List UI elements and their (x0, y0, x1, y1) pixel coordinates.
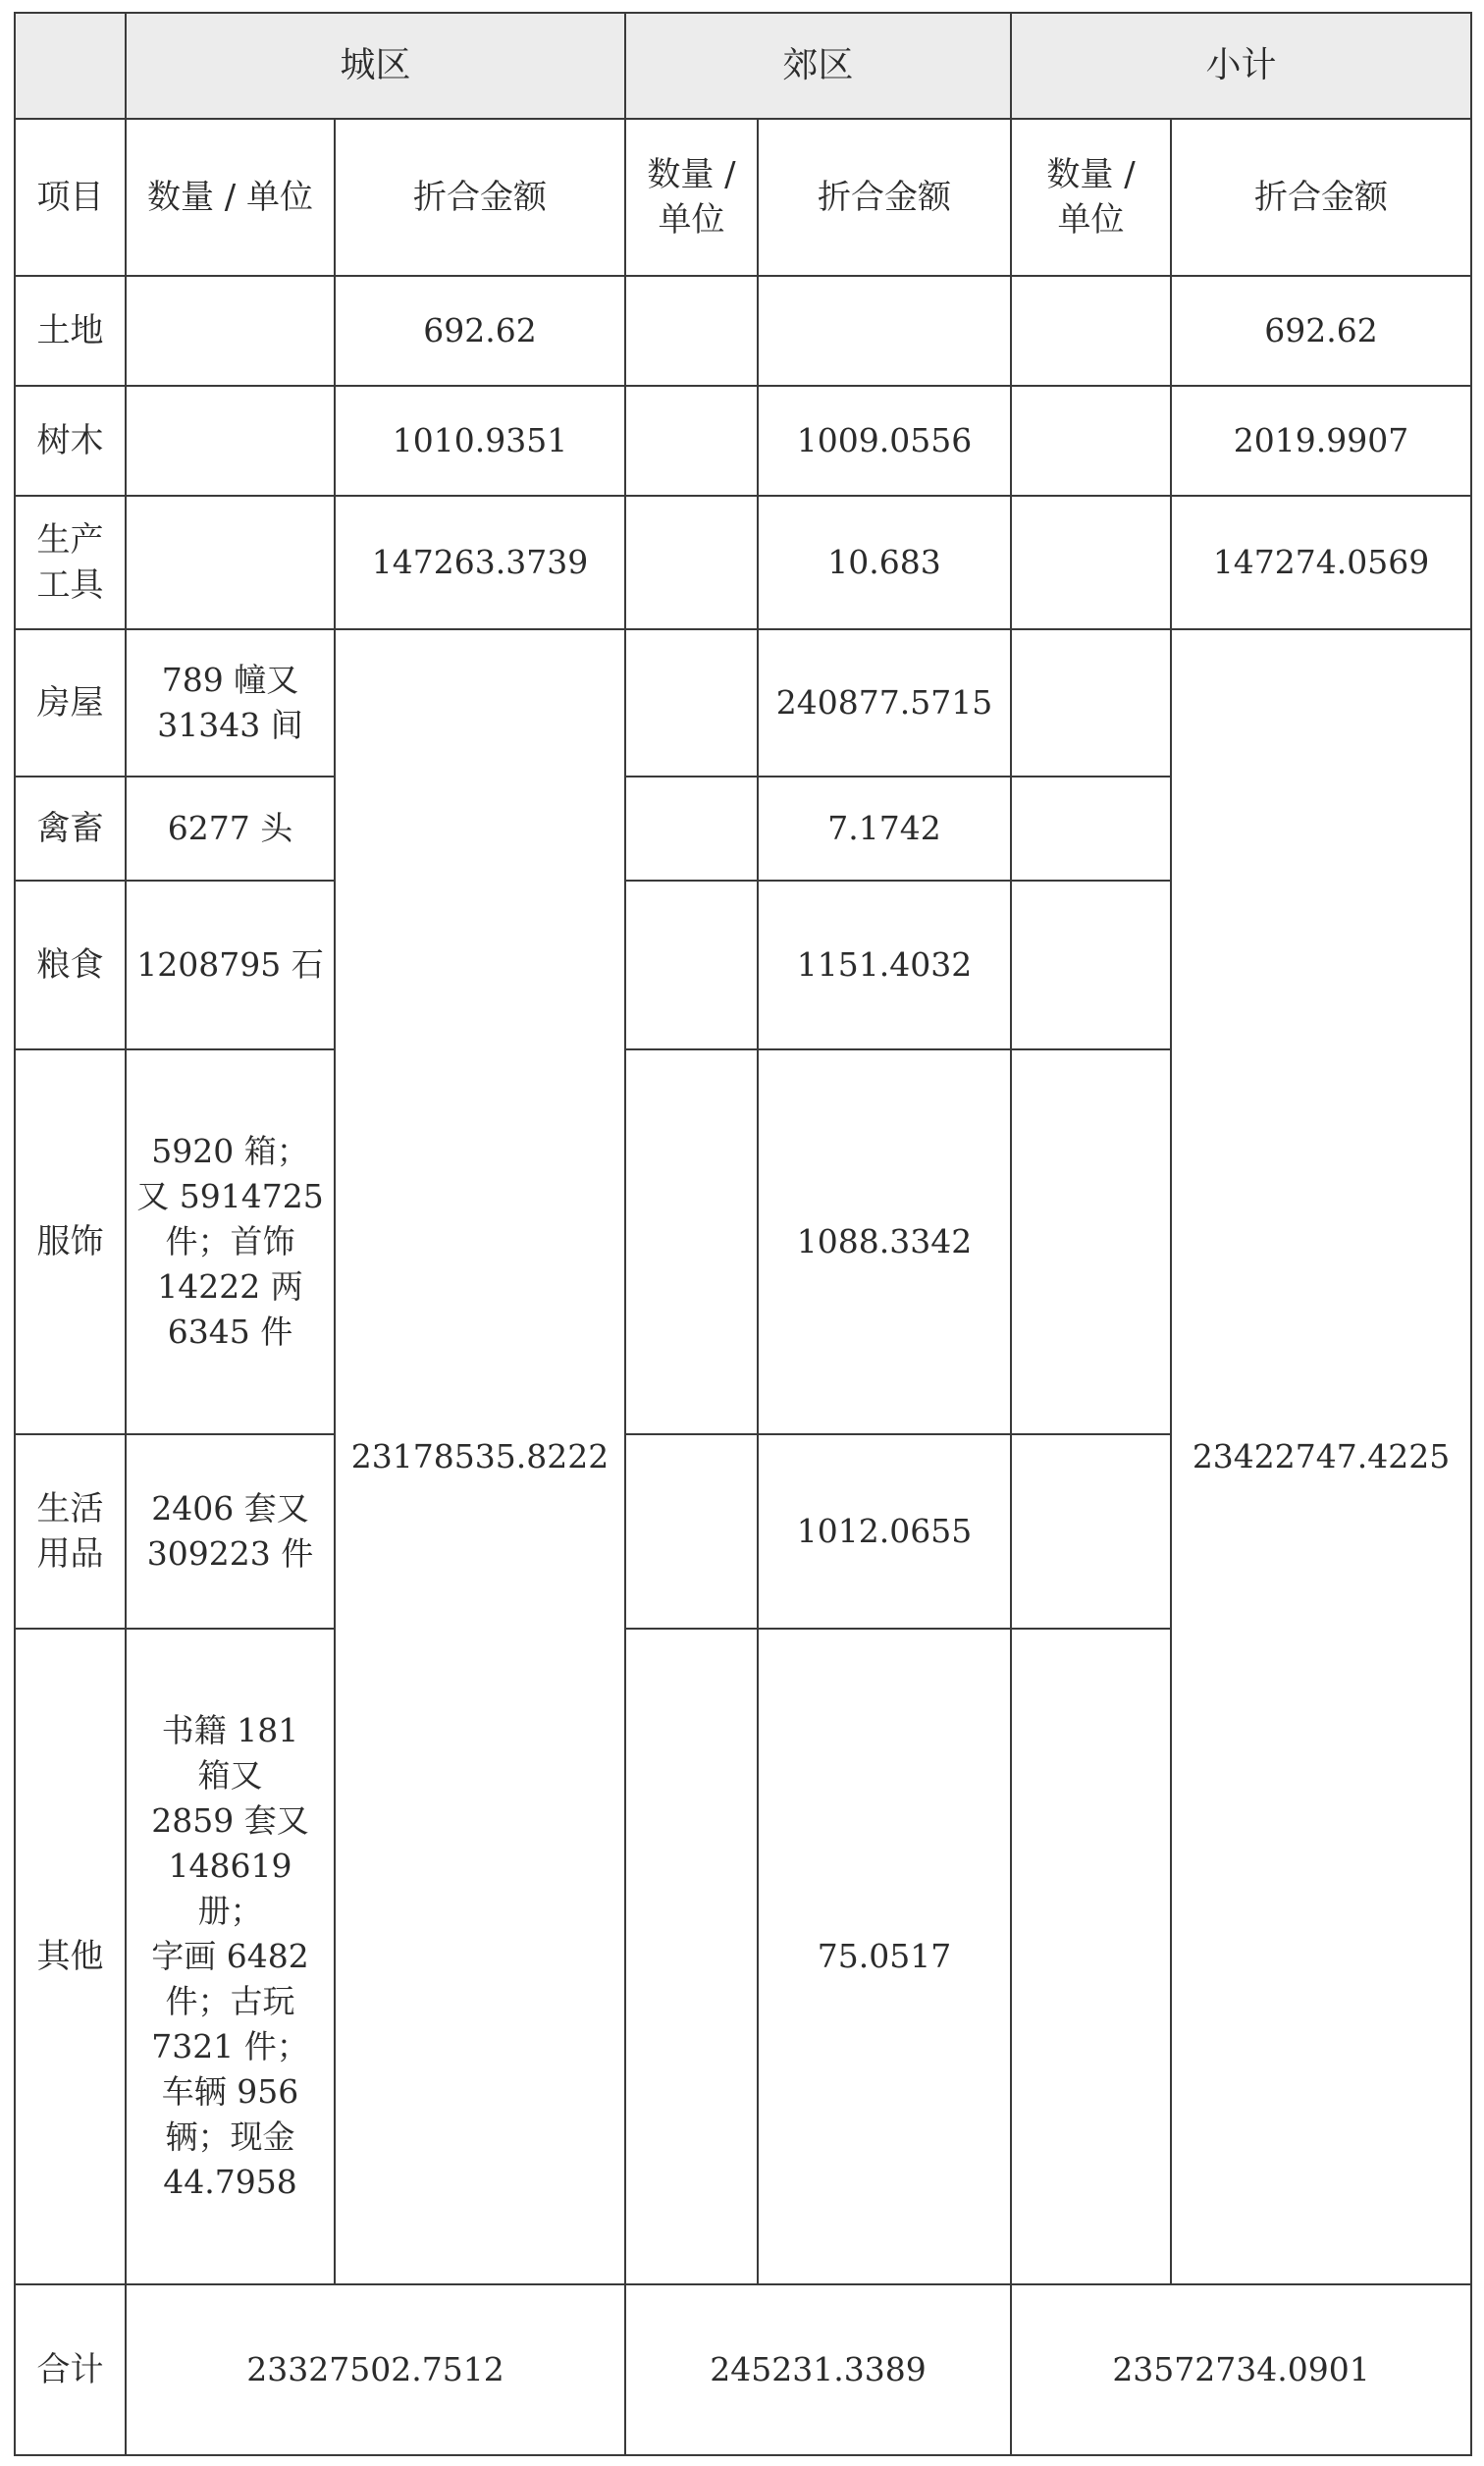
total-row (15, 2284, 1471, 2455)
city-qty-cell (126, 496, 335, 629)
suburb-qty-header (625, 119, 758, 276)
subtotal-merged-amount-cell: 23422747.4225 (1171, 629, 1471, 2284)
row-label-text: 禽畜 (36, 809, 104, 848)
city-qty-cell (126, 1629, 335, 2284)
suburb-qty-cell (625, 386, 758, 496)
suburb-amount-cell: 1012.0655 (758, 1434, 1011, 1629)
city-qty-cell (126, 881, 335, 1049)
city-amount-header: 折合金额 (335, 119, 625, 276)
row-label (15, 1629, 126, 2284)
suburb-amount-header: 折合金额 (758, 119, 1011, 276)
row-label-text: 生活 用品 (36, 1489, 104, 1574)
subtotal-qty-cell (1011, 881, 1171, 1049)
suburb-header: 郊区 (625, 13, 1011, 119)
row-label-text: 服饰 (36, 1222, 104, 1261)
city-qty-cell (126, 1049, 335, 1434)
suburb-amount-cell (758, 276, 1011, 386)
corner-cell (15, 13, 126, 119)
subtotal-qty-cell (1011, 1434, 1171, 1629)
header-row (15, 13, 1471, 119)
table-container (14, 12, 1470, 2454)
city-qty-text: 书籍 181 箱又 2859 套又 148619 册； 字画 6482 件；古玩 7321 件； 车辆 956 辆；现金 44.7958 (151, 1711, 309, 2201)
row-label-text: 房屋 (36, 683, 104, 723)
city-qty-header: 数量 / 单位 (126, 119, 335, 276)
subtotal-amount-header: 折合金额 (1171, 119, 1471, 276)
city-merged-amount-cell: 23178535.8222 (335, 629, 625, 2284)
suburb-amount-cell: 1009.0556 (758, 386, 1011, 496)
suburb-qty-cell (625, 1629, 758, 2284)
suburb-qty-cell (625, 1049, 758, 1434)
city-total: 23327502.7512 (126, 2284, 625, 2455)
city-qty-text: 6277 头 (167, 809, 293, 847)
subtotal-qty-header-text: 数量 / 单位 (1046, 155, 1136, 240)
suburb-qty-cell (625, 496, 758, 629)
city-qty-text: 5920 箱； 又 5914725 件；首饰 14222 两 6345 件 (136, 1132, 324, 1351)
table-row (15, 386, 1471, 496)
subtotal-qty-cell (1011, 1049, 1171, 1434)
table-row (15, 496, 1471, 629)
row-label-text: 树木 (36, 421, 104, 460)
suburb-amount-cell: 1151.4032 (758, 881, 1011, 1049)
suburb-qty-cell (625, 276, 758, 386)
row-label (15, 777, 126, 881)
row-label-text: 粮食 (36, 945, 104, 985)
row-label (15, 881, 126, 1049)
subtotal-amount-cell: 2019.9907 (1171, 386, 1471, 496)
city-qty-cell (126, 629, 335, 777)
city-amount-cell: 147263.3739 (335, 496, 625, 629)
subtotal-qty-cell (1011, 276, 1171, 386)
subtotal-qty-cell (1011, 1629, 1171, 2284)
total-label: 合计 (15, 2284, 126, 2455)
suburb-qty-cell (625, 777, 758, 881)
row-label (15, 629, 126, 777)
row-label (15, 276, 126, 386)
subtotal-qty-cell (1011, 386, 1171, 496)
suburb-qty-cell (625, 629, 758, 777)
table-row (15, 276, 1471, 386)
suburb-amount-cell: 10.683 (758, 496, 1011, 629)
city-qty-text: 789 幢又 31343 间 (157, 661, 303, 744)
suburb-qty-cell (625, 881, 758, 1049)
suburb-total: 245231.3389 (625, 2284, 1011, 2455)
row-label-text: 生产 工具 (36, 520, 104, 605)
row-label (15, 1434, 126, 1629)
subtotal-total: 23572734.0901 (1011, 2284, 1471, 2455)
subtotal-qty-cell (1011, 496, 1171, 629)
subtotal-amount-cell: 147274.0569 (1171, 496, 1471, 629)
property-ledger-table (14, 12, 1472, 2456)
row-label-text: 其他 (36, 1937, 104, 1976)
city-qty-cell (126, 386, 335, 496)
table-row (15, 629, 1471, 777)
city-qty-cell (126, 276, 335, 386)
city-qty-text: 2406 套又 309223 件 (146, 1489, 314, 1573)
city-qty-text: 1208795 石 (136, 945, 324, 984)
subtotal-amount-cell: 692.62 (1171, 276, 1471, 386)
row-label (15, 1049, 126, 1434)
suburb-qty-cell (625, 1434, 758, 1629)
suburb-amount-cell: 240877.5715 (758, 629, 1011, 777)
city-amount-cell: 1010.9351 (335, 386, 625, 496)
subtotal-qty-header (1011, 119, 1171, 276)
city-qty-cell (126, 777, 335, 881)
suburb-amount-cell: 75.0517 (758, 1629, 1011, 2284)
suburb-amount-cell: 1088.3342 (758, 1049, 1011, 1434)
row-label (15, 386, 126, 496)
suburb-amount-cell: 7.1742 (758, 777, 1011, 881)
city-amount-cell: 692.62 (335, 276, 625, 386)
item-column-header: 项目 (15, 119, 126, 276)
suburb-qty-header-text: 数量 / 单位 (647, 155, 736, 240)
subtotal-qty-cell (1011, 629, 1171, 777)
city-header: 城区 (126, 13, 625, 119)
subheader-row (15, 119, 1471, 276)
subtotal-header: 小计 (1011, 13, 1471, 119)
subtotal-qty-cell (1011, 777, 1171, 881)
row-label (15, 496, 126, 629)
city-qty-cell (126, 1434, 335, 1629)
row-label-text: 土地 (36, 311, 104, 350)
